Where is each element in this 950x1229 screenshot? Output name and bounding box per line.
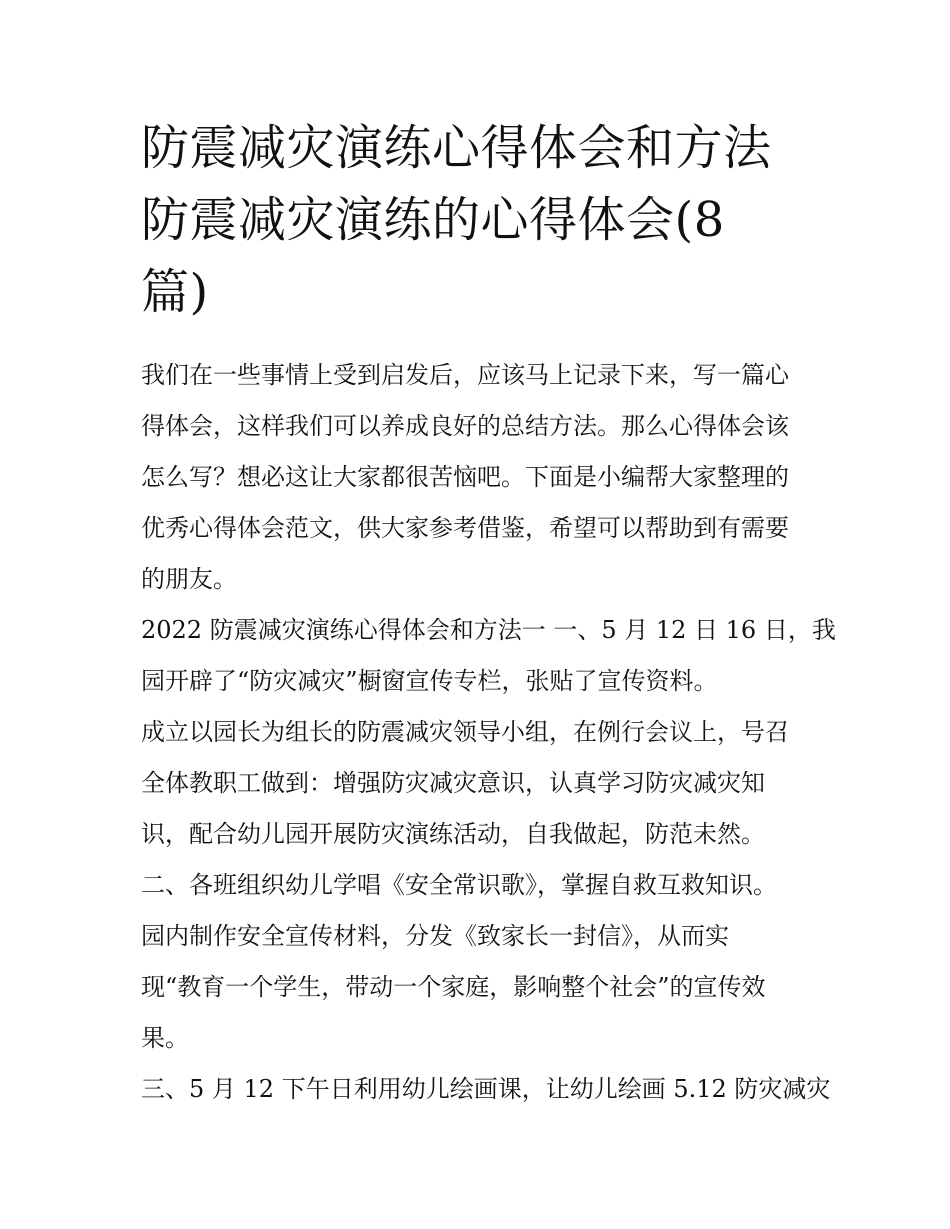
text-line: 园内制作安全宣传材料，分发《致家长一封信》，从而实 [141, 922, 729, 950]
text-line: 优秀心得体会范文，供大家参考借鉴，希望可以帮助到有需要 [141, 514, 789, 542]
document-body [141, 350, 836, 1115]
body-paragraph [141, 1064, 831, 1115]
body-paragraph [141, 707, 821, 860]
text-line: 现“教育一个学生，带动一个家庭，影响整个社会”的宣传效 [141, 973, 766, 1001]
document-title [141, 112, 821, 328]
text-line: 的朋友。 [141, 565, 237, 593]
body-paragraph [141, 605, 836, 707]
text-line: 全体教职工做到：增强防灾减灾意识，认真学习防灾减灾知 [141, 769, 765, 797]
text-line: 园开辟了“防灾减灾”橱窗宣传专栏，张贴了宣传资料。 [141, 667, 718, 695]
title-line: 防震减灾演练的心得体会(8 [141, 192, 725, 248]
document-content [141, 112, 836, 1115]
text-line: 得体会，这样我们可以养成良好的总结方法。那么心得体会该 [141, 412, 789, 440]
text-line: 成立以园长为组长的防震减灾领导小组，在例行会议上，号召 [141, 718, 789, 746]
text-line: 果。 [141, 1024, 189, 1052]
intro-paragraph [141, 350, 821, 605]
title-line: 篇) [141, 264, 209, 320]
body-paragraph [141, 860, 821, 1064]
text-line: 识，配合幼儿园开展防灾演练活动，自我做起，防范未然。 [141, 820, 765, 848]
text-line: 怎么写？想必这让大家都很苦恼吧。下面是小编帮大家整理的 [141, 463, 789, 491]
text-line: 三、5 月 12 下午日利用幼儿绘画课，让幼儿绘画 5.12 防灾减灾 [141, 1075, 831, 1103]
text-line: 2022 防震减灾演练心得体会和方法一 一、5 月 12 日 16 日，我 [141, 616, 836, 644]
text-line: 二、各班组织幼儿学唱《安全常识歌》，掌握自救互救知识。 [141, 871, 777, 899]
title-line: 防震减灾演练心得体会和方法 [141, 120, 772, 176]
text-line: 我们在一些事情上受到启发后，应该马上记录下来，写一篇心 [141, 361, 789, 389]
